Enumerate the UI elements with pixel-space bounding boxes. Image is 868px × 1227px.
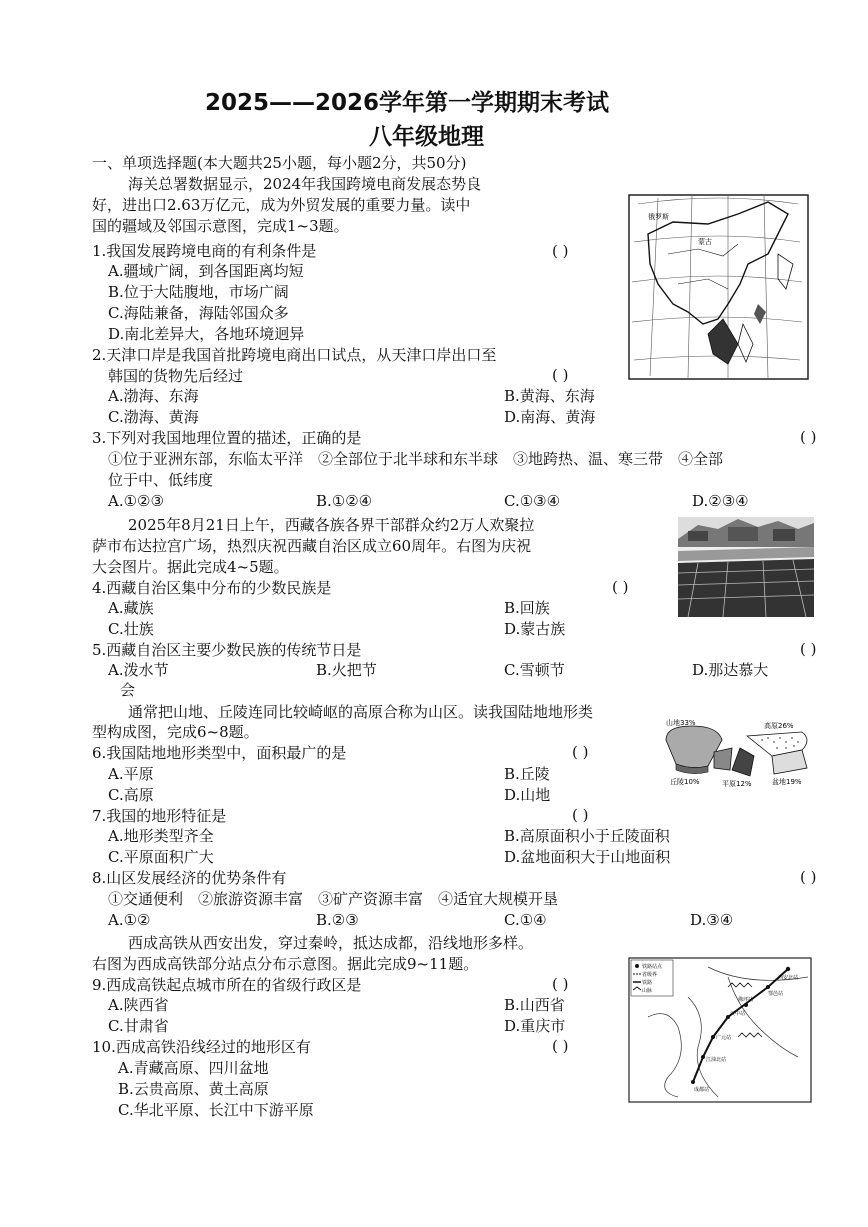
question-3-stem: 3.下列对我国地理位置的描述，正确的是 (92, 429, 362, 447)
legend-rail: 铁路 (642, 980, 653, 986)
statement-line: ①位于亚洲东部，东临太平洋 ②全部位于北半球和东半球 ③地跨热、温、寒三带 ④全部 (108, 450, 724, 468)
option-c: C.高原 (108, 786, 154, 804)
exam-subtitle: 八年级地理 (369, 124, 484, 150)
map-label-russia: 俄罗斯 (648, 213, 669, 221)
option-b: B.山西省 (504, 996, 565, 1014)
pie-label-basin: 盆地19% (772, 778, 802, 786)
question-1-stem: 1.我国发展跨境电商的有利条件是 (92, 242, 317, 260)
option-d-cont: 会 (120, 681, 136, 699)
option-a: A.陕西省 (108, 996, 169, 1014)
answer-paren: ( ) (572, 806, 589, 824)
legend-border: 省级界 (642, 972, 658, 978)
option-a: A.藏族 (108, 599, 154, 617)
option-d: D.山地 (504, 786, 551, 804)
station-foping: 佛坪站 (738, 997, 754, 1003)
legend-station: 铁路站点 (642, 964, 663, 970)
option-d: D.南北差异大，各地环境迥异 (108, 325, 305, 343)
option-a: A.疆域广阔，到各国距离均短 (108, 262, 304, 280)
terrain-pie-figure (662, 718, 812, 788)
option-b: B.回族 (504, 599, 550, 617)
intro-line: 右图为西成高铁部分站点分布示意图。据此完成9~11题。 (92, 955, 479, 973)
map-label-mongolia: 蒙古 (698, 238, 712, 246)
option-a: A.渤海、东海 (108, 387, 199, 405)
intro-line: 海关总署数据显示，2024年我国跨境电商发展态势良 (128, 175, 482, 193)
answer-paren: ( ) (552, 366, 569, 384)
option-a: A.①② (108, 911, 151, 929)
answer-paren: ( ) (800, 640, 817, 658)
option-b: B.位于大陆腹地，市场广阔 (108, 283, 289, 301)
option-d: D.南海、黄海 (504, 408, 596, 426)
answer-paren: ( ) (572, 743, 589, 761)
question-10-stem: 10.西成高铁沿线经过的地形区有 (92, 1038, 311, 1056)
celebration-photo (678, 517, 814, 617)
answer-paren: ( ) (612, 578, 629, 596)
answer-paren: ( ) (552, 975, 569, 993)
intro-line: 型构成图，完成6~8题。 (92, 723, 259, 741)
station-xian: 西安北站 (778, 975, 799, 981)
option-d: D.②③④ (692, 492, 749, 510)
answer-paren: ( ) (552, 242, 569, 260)
answer-paren: ( ) (800, 868, 817, 886)
question-9-stem: 9.西成高铁起点城市所在的省级行政区是 (92, 976, 362, 994)
option-d: D.重庆市 (504, 1017, 566, 1035)
station-chengdu: 成都站 (694, 1087, 710, 1093)
intro-line: 大会图片。据此完成4~5题。 (92, 558, 289, 576)
option-a: A.泼水节 (108, 661, 169, 679)
exam-title: 2025——2026学年第一学期期末考试 (205, 90, 610, 116)
option-b: B.丘陵 (504, 765, 550, 783)
question-4-stem: 4.西藏自治区集中分布的少数民族是 (92, 579, 332, 597)
option-b: B.高原面积小于丘陵面积 (504, 827, 670, 845)
question-2-stem-cont: 韩国的货物先后经过 (108, 367, 244, 385)
option-c: C.甘肃省 (108, 1017, 169, 1035)
option-b: B.云贵高原、黄土高原 (118, 1080, 269, 1098)
pie-label-hill: 丘陵10% (670, 778, 700, 786)
intro-line: 好，进出口2.63万亿元，成为外贸发展的重要力量。读中 (92, 196, 471, 214)
intro-line: 西成高铁从西安出发，穿过秦岭，抵达成都，沿线地形多样。 (128, 934, 534, 952)
statement-line: 位于中、低纬度 (108, 471, 214, 489)
question-2-stem: 2.天津口岸是我国首批跨境电商出口试点，从天津口岸出口至 (92, 346, 497, 364)
intro-line: 国的疆域及邻国示意图，完成1~3题。 (92, 217, 349, 235)
station-guangyuan: 广元站 (716, 1035, 732, 1041)
intro-line: 2025年8月21日上午，西藏各族各界干部群众约2万人欢聚拉 (128, 516, 535, 534)
china-map-figure (628, 194, 809, 380)
option-c: C.壮族 (108, 620, 154, 638)
question-6-stem: 6.我国陆地地形类型中，面积最广的是 (92, 744, 347, 762)
station-jiangyou: 江油北站 (706, 1057, 727, 1063)
question-8-stem: 8.山区发展经济的优势条件有 (92, 869, 287, 887)
option-d: D.蒙古族 (504, 620, 566, 638)
intro-line: 萨市布达拉宫广场，热烈庆祝西藏自治区成立60周年。右图为庆祝 (92, 537, 532, 555)
option-c: C.①④ (504, 911, 547, 929)
option-b: B.火把节 (316, 661, 377, 679)
option-a: A.青藏高原、四川盆地 (118, 1059, 269, 1077)
option-b: B.①②④ (316, 492, 373, 510)
question-5-stem: 5.西藏自治区主要少数民族的传统节日是 (92, 641, 362, 659)
question-7-stem: 7.我国的地形特征是 (92, 807, 227, 825)
option-d: D.③④ (690, 911, 734, 929)
option-a: A.平原 (108, 765, 154, 783)
option-b: B.②③ (316, 911, 359, 929)
answer-paren: ( ) (552, 1037, 569, 1055)
intro-line: 通常把山地、丘陵连同比较崎岖的高原合称为山区。读我国陆地地形类 (128, 703, 594, 721)
option-c: C.雪顿节 (504, 661, 565, 679)
pie-label-mountain: 山地33% (666, 719, 696, 727)
pie-label-plateau: 高原26% (764, 722, 794, 730)
rail-map-figure (628, 957, 812, 1103)
option-c: C.渤海、黄海 (108, 408, 199, 426)
section-heading: 一、单项选择题(本大题共25小题，每小题2分，共50分) (92, 154, 467, 172)
option-d: D.盆地面积大于山地面积 (504, 848, 671, 866)
option-a: A.地形类型齐全 (108, 827, 214, 845)
option-c: C.平原面积广大 (108, 848, 214, 866)
option-b: B.黄海、东海 (504, 387, 595, 405)
statement-line: ①交通便利 ②旅游资源丰富 ③矿产资源丰富 ④适宜大规模开垦 (108, 890, 559, 908)
option-c: C.华北平原、长江中下游平原 (118, 1101, 314, 1119)
option-a: A.①②③ (108, 492, 164, 510)
legend-mountain: 山脉 (642, 988, 653, 994)
option-c: C.海陆兼备，海陆邻国众多 (108, 304, 289, 322)
station-huyi: 鄠邑站 (768, 991, 784, 997)
answer-paren: ( ) (800, 428, 817, 446)
station-hanzhong: 汉中站 (730, 1011, 746, 1017)
pie-label-plain: 平原12% (722, 780, 752, 788)
option-c: C.①③④ (504, 492, 561, 510)
option-d: D.那达慕大 (692, 661, 769, 679)
